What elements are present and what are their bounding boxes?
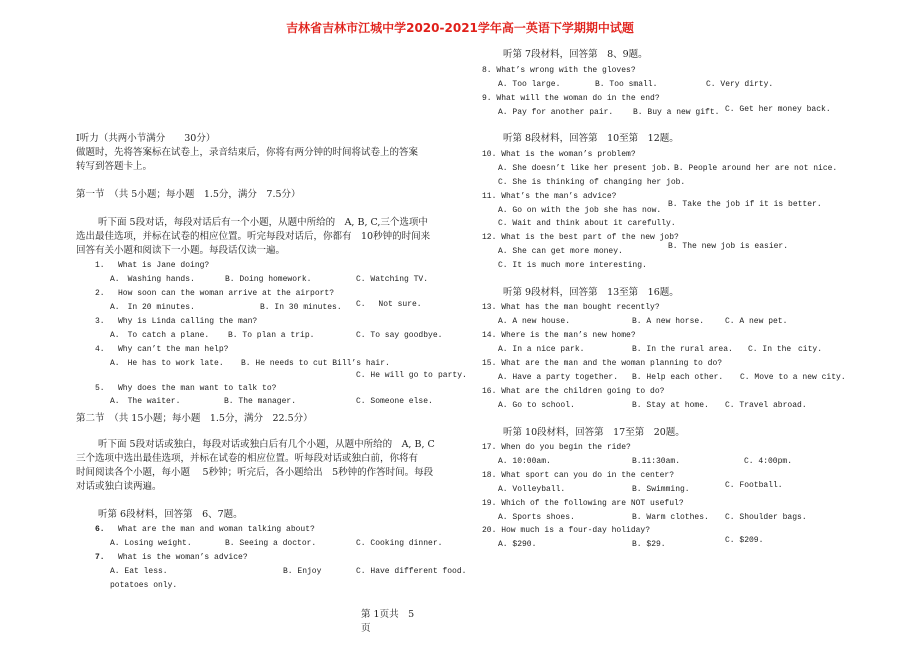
option-a: A. Washing hands. bbox=[110, 275, 195, 284]
option-c: C. A new pet. bbox=[725, 317, 788, 326]
question-number: 1. bbox=[95, 261, 105, 270]
question-text: 11. What’s the man’s advice? bbox=[482, 192, 617, 201]
option-b: B. Buy a new gift. bbox=[633, 108, 720, 117]
question-text: Why can’t the man help? bbox=[118, 345, 229, 354]
option-c: C. $209. bbox=[725, 536, 764, 545]
part1-instruction: 回答有关小题和阅读下一小题。每段话仅读一遍。 bbox=[76, 245, 286, 256]
option-c: C. Not sure. bbox=[356, 300, 422, 309]
question-text: Why does the man want to talk to? bbox=[118, 384, 277, 393]
page-number: 页 bbox=[361, 623, 371, 634]
option-c: C. Move to a new city. bbox=[740, 373, 846, 382]
option-b: B. Enjoy bbox=[283, 567, 322, 576]
question-text: What are the man and woman talking about? bbox=[118, 525, 315, 534]
option-c: C. Travel abroad. bbox=[725, 401, 807, 410]
option-b: B. In 30 minutes. bbox=[260, 303, 342, 312]
option-c-continued: city. bbox=[798, 345, 823, 354]
option-a: A. Go to school. bbox=[498, 401, 575, 410]
question-text: 8. What’s wrong with the gloves? bbox=[482, 66, 636, 75]
option-c: C. To say goodbye. bbox=[356, 331, 443, 340]
option-c: C. It is much more interesting. bbox=[498, 261, 647, 270]
listening-instruction: 转写到答题卡上。 bbox=[76, 161, 153, 172]
question-text: 9. What will the woman do in the end? bbox=[482, 94, 660, 103]
option-b: B. Seeing a doctor. bbox=[225, 539, 317, 548]
segment-heading: 听第 8段材料，回答第 10至第 12题。 bbox=[503, 133, 679, 144]
option-c: C. He will go to bbox=[356, 371, 433, 380]
question-text: 14. Where is the man’s new home? bbox=[482, 331, 636, 340]
segment-heading: 听第 10段材料，回答第 17至第 20题。 bbox=[503, 427, 685, 438]
option-b: B. Take the job if it is better. bbox=[668, 200, 822, 209]
option-b: B. A new horse. bbox=[632, 317, 705, 326]
option-b: B. He needs to cut Bill’s hair. bbox=[241, 359, 390, 368]
part2-instruction: 三个选项中选出最佳选项，并标在试卷的相应位置。听每段对话或独白前，你将有 bbox=[76, 453, 419, 464]
question-text: 16. What are the children going to do? bbox=[482, 387, 665, 396]
option-b: B. Doing homework. bbox=[225, 275, 312, 284]
question-text: 20. How much is a four-day holiday? bbox=[482, 526, 651, 535]
page-number: 第 1页共 5 bbox=[361, 609, 415, 620]
option-a: A. Sports shoes. bbox=[498, 513, 575, 522]
part2-heading: 第二节 （共 15小题；每小题 1.5分，满分 22.5分） bbox=[76, 413, 313, 424]
question-number: 5. bbox=[95, 384, 105, 393]
option-b: B. In the rural area. bbox=[632, 345, 733, 354]
part2-instruction: 听下面 5段对话或独白，每段对话或独白后有几个小题，从题中所给的 A, B, C bbox=[98, 439, 435, 450]
question-number: 7. bbox=[95, 553, 105, 562]
question-text: 15. What are the man and the woman planning to do? bbox=[482, 359, 723, 368]
option-c: C. Wait and think about it carefully. bbox=[498, 219, 676, 228]
question-text: What is the woman’s advice? bbox=[118, 553, 248, 562]
option-a: A. She can get more money. bbox=[498, 247, 623, 256]
option-b: B. Warm clothes. bbox=[632, 513, 709, 522]
option-c: C. Get her money back. bbox=[725, 105, 831, 114]
part1-instruction: 听下面 5段对话，每段对话后有一个小题，从题中所给的 A, B, C,三个选项中 bbox=[98, 217, 428, 228]
option-c: C. Watching TV. bbox=[356, 275, 429, 284]
option-b: B. The new job is easier. bbox=[668, 242, 789, 251]
option-a: A. To catch a plane. bbox=[110, 331, 210, 340]
question-text: Why is Linda calling the man? bbox=[118, 317, 258, 326]
option-b: B. Swimming. bbox=[632, 485, 690, 494]
segment-heading: 听第 9段材料，回答第 13至第 16题。 bbox=[503, 287, 679, 298]
option-c: C. 4:00pm. bbox=[744, 457, 793, 466]
question-text: How soon can the woman arrive at the airport? bbox=[118, 289, 335, 298]
segment-heading: 听第 6段材料，回答第 6、7题。 bbox=[98, 509, 243, 520]
option-b: B. People around her are not nice. bbox=[674, 164, 838, 173]
option-a: A. Go on with the job she has now. bbox=[498, 206, 662, 215]
question-text: 10. What is the woman’s problem? bbox=[482, 150, 636, 159]
part1-heading: 第一节 （共 5小题；每小题 1.5分，满分 7.5分） bbox=[76, 189, 301, 200]
option-a: A. Too large. bbox=[498, 80, 561, 89]
option-c: C. Very dirty. bbox=[706, 80, 774, 89]
document-title: 吉林省吉林市江城中学2020-2021学年高一英语下学期期中试题 bbox=[286, 21, 634, 35]
question-number: 4. bbox=[95, 345, 105, 354]
listening-heading: I听力（共两小节满分 30分） bbox=[76, 133, 216, 144]
option-b: B. The manager. bbox=[224, 397, 297, 406]
option-c: C. Someone else. bbox=[356, 397, 433, 406]
question-text: 19. Which of the following are NOT useful? bbox=[482, 499, 684, 508]
question-text: What is Jane doing? bbox=[118, 261, 210, 270]
option-b: B. Help each other. bbox=[632, 373, 724, 382]
option-a: A. Have a party together. bbox=[498, 373, 619, 382]
option-a: A. Eat less. bbox=[110, 567, 168, 576]
option-b: B. Stay at home. bbox=[632, 401, 709, 410]
question-number: 2. bbox=[95, 289, 105, 298]
option-b-continued: potatoes only. bbox=[110, 581, 178, 590]
listening-instruction: 做题时，先将答案标在试卷上，录音结束后，你将有两分钟的时间将试卷上的答案 bbox=[76, 147, 419, 158]
option-a: A. The waiter. bbox=[110, 397, 181, 406]
option-b: B. To plan a trip. bbox=[228, 331, 315, 340]
option-a: A. In 20 minutes. bbox=[110, 303, 195, 312]
option-a: A. He has to work late. bbox=[110, 359, 224, 368]
question-text: 13. What has the man bought recently? bbox=[482, 303, 660, 312]
option-a: A. In a nice park. bbox=[498, 345, 585, 354]
option-c: C. Shoulder bags. bbox=[725, 513, 807, 522]
option-c: C. She is thinking of changing her job. bbox=[498, 178, 686, 187]
option-c-continued: party. bbox=[438, 371, 467, 380]
part2-instruction: 对话或独白读两遍。 bbox=[76, 481, 162, 492]
option-a: A. 10:00am. bbox=[498, 457, 551, 466]
option-c: C. Football. bbox=[725, 481, 783, 490]
option-a: A. Pay for another pair. bbox=[498, 108, 614, 117]
option-a: A. $290. bbox=[498, 540, 537, 549]
part2-instruction: 时间阅读各个小题，每小题 5秒钟；听完后，各小题给出 5秒钟的作答时间。每段 bbox=[76, 467, 434, 478]
segment-heading: 听第 7段材料，回答第 8、9题。 bbox=[503, 49, 648, 60]
option-b: B. Too small. bbox=[595, 80, 658, 89]
question-number: 3. bbox=[95, 317, 105, 326]
question-text: 18. What sport can you do in the center? bbox=[482, 471, 675, 480]
option-a: A. She doesn’t like her present job. bbox=[498, 164, 671, 173]
option-a: A. A new house. bbox=[498, 317, 571, 326]
question-text: 12. What is the best part of the new job? bbox=[482, 233, 679, 242]
option-a: A. Volleyball. bbox=[498, 485, 566, 494]
part1-instruction: 选出最佳选项，并标在试卷的相应位置。听完每段对话后，你都有 10秒钟的时间来 bbox=[76, 231, 431, 242]
option-c: C. In the bbox=[748, 345, 792, 354]
option-a: A. Losing weight. bbox=[110, 539, 192, 548]
question-number: 6. bbox=[95, 525, 105, 534]
option-b: B.11:30am. bbox=[632, 457, 681, 466]
option-c: C. Have different food. bbox=[356, 567, 467, 576]
option-c: C. Cooking dinner. bbox=[356, 539, 443, 548]
question-text: 17. When do you begin the ride? bbox=[482, 443, 631, 452]
option-b: B. $29. bbox=[632, 540, 666, 549]
